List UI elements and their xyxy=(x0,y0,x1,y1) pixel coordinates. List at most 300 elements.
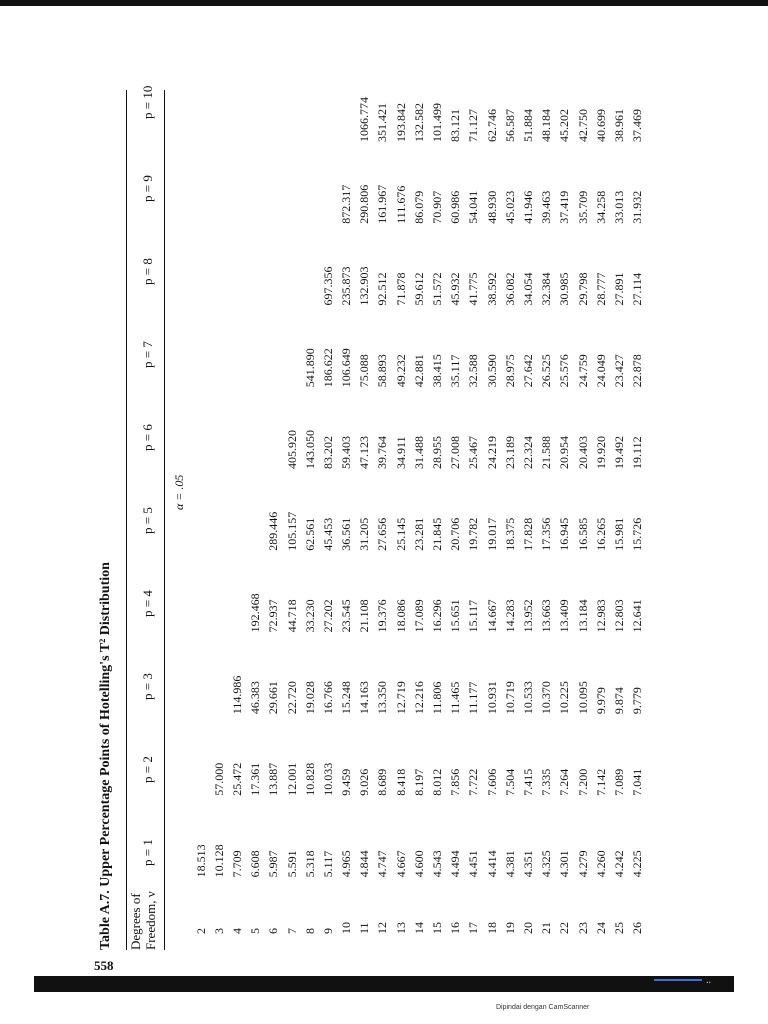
dof-cell: 17 xyxy=(466,922,481,934)
value-cell: 26.525 xyxy=(539,354,554,388)
value-cell: 34.258 xyxy=(593,190,608,224)
value-cell: 13.350 xyxy=(375,681,390,715)
value-cell: 22.324 xyxy=(520,435,535,469)
accent-line xyxy=(654,979,702,981)
value-cell: 143.050 xyxy=(302,429,317,469)
value-cell xyxy=(301,224,319,306)
dof-cell: 25 xyxy=(611,922,626,934)
value-cell: 27.114 xyxy=(630,272,645,306)
value-cell: 1066.774 xyxy=(357,97,372,143)
column-header: p = 3 xyxy=(140,673,155,700)
value-cell xyxy=(301,142,319,224)
value-cell xyxy=(228,60,246,142)
table-row xyxy=(301,60,319,950)
value-cell xyxy=(210,469,228,551)
value-cell: 10.719 xyxy=(502,681,517,715)
value-cell: 132.903 xyxy=(357,266,372,306)
value-cell: 19.112 xyxy=(630,436,645,469)
value-cell: 39.764 xyxy=(375,435,390,469)
table-row xyxy=(465,60,483,950)
value-cell: 11.806 xyxy=(430,681,445,715)
value-cell xyxy=(192,469,210,551)
value-cell xyxy=(228,305,246,387)
value-cell: 17.828 xyxy=(520,517,535,551)
value-cell: 28.975 xyxy=(502,354,517,388)
value-cell: 45.202 xyxy=(557,109,572,143)
table-row xyxy=(356,60,374,950)
value-cell: 4.965 xyxy=(339,850,354,878)
value-cell xyxy=(192,551,210,633)
dof-header-line2: Freedom, ν xyxy=(143,891,158,950)
value-cell: 18.375 xyxy=(502,517,517,551)
value-cell: 4.279 xyxy=(575,850,590,878)
dof-cell: 18 xyxy=(484,922,499,934)
dof-cell: 11 xyxy=(357,922,372,934)
value-cell: 15.248 xyxy=(339,681,354,715)
value-cell: 15.651 xyxy=(448,599,463,633)
value-cell xyxy=(247,305,265,387)
table-row xyxy=(610,60,628,950)
value-cell: 4.325 xyxy=(539,850,554,878)
value-cell: 27.642 xyxy=(520,354,535,388)
value-cell: 19.492 xyxy=(611,435,626,469)
value-cell: 51.884 xyxy=(520,109,535,143)
value-cell: 24.759 xyxy=(575,354,590,388)
value-cell: 16.585 xyxy=(575,517,590,551)
value-cell: 60.986 xyxy=(448,190,463,224)
value-cell: 4.242 xyxy=(611,850,626,878)
value-cell: 4.451 xyxy=(466,850,481,878)
value-cell: 37.419 xyxy=(557,190,572,224)
value-cell: 29.798 xyxy=(575,272,590,306)
data-table xyxy=(192,60,647,950)
page-number: 558 xyxy=(94,958,114,973)
value-cell: 36.082 xyxy=(502,272,517,306)
value-cell: 20.954 xyxy=(557,435,572,469)
value-cell: 21.108 xyxy=(357,599,372,633)
table-row xyxy=(538,60,556,950)
value-cell: 27.891 xyxy=(611,272,626,306)
value-cell: 41.946 xyxy=(520,190,535,224)
table-top-rule xyxy=(126,90,127,950)
value-cell: 31.932 xyxy=(630,190,645,224)
value-cell: 15.726 xyxy=(630,517,645,551)
value-cell: 14.283 xyxy=(502,599,517,633)
dof-cell: 21 xyxy=(539,922,554,934)
value-cell: 8.418 xyxy=(393,768,408,796)
value-cell: 72.937 xyxy=(266,599,281,633)
value-cell: 4.301 xyxy=(557,850,572,878)
column-header: p = 5 xyxy=(140,507,155,534)
value-cell: 27.656 xyxy=(375,517,390,551)
table-row xyxy=(392,60,410,950)
value-cell xyxy=(283,142,301,224)
value-cell: 11.177 xyxy=(466,681,481,715)
value-cell: 19.017 xyxy=(484,517,499,551)
value-cell: 24.219 xyxy=(484,435,499,469)
table-row xyxy=(338,60,356,950)
value-cell xyxy=(338,60,356,142)
value-cell: 5.591 xyxy=(284,850,299,878)
value-cell: 86.079 xyxy=(411,190,426,224)
value-cell: 45.023 xyxy=(502,190,517,224)
value-cell: 30.985 xyxy=(557,272,572,306)
value-cell xyxy=(228,224,246,306)
value-cell: 7.504 xyxy=(502,768,517,796)
value-cell: 24.049 xyxy=(593,354,608,388)
dof-cell: 5 xyxy=(248,928,263,934)
value-cell: 17.089 xyxy=(411,599,426,633)
value-cell: 22.720 xyxy=(284,681,299,715)
value-cell: 10.128 xyxy=(211,844,226,878)
value-cell: 405.920 xyxy=(284,429,299,469)
value-cell: 59.403 xyxy=(339,435,354,469)
value-cell: 30.590 xyxy=(484,354,499,388)
value-cell: 7.856 xyxy=(448,768,463,796)
value-cell xyxy=(319,142,337,224)
value-cell: 7.041 xyxy=(630,768,645,796)
value-cell: 56.587 xyxy=(502,109,517,143)
table-title: Table A.7. Upper Percentage Points of Hotelling's T² Distribution xyxy=(98,562,113,950)
value-cell: 25.145 xyxy=(393,517,408,551)
value-cell: 47.123 xyxy=(357,435,372,469)
value-cell: 12.719 xyxy=(393,681,408,715)
value-cell: 21.845 xyxy=(430,517,445,551)
value-cell: 10.225 xyxy=(557,681,572,715)
value-cell xyxy=(192,305,210,387)
value-cell: 38.961 xyxy=(611,109,626,143)
value-cell: 62.746 xyxy=(484,109,499,143)
value-cell: 35.709 xyxy=(575,190,590,224)
value-cell: 57.000 xyxy=(211,762,226,796)
value-cell: 18.513 xyxy=(193,844,208,878)
header-rule xyxy=(164,90,165,950)
table-row xyxy=(410,60,428,950)
dof-cell: 2 xyxy=(193,928,208,934)
value-cell: 37.469 xyxy=(630,109,645,143)
value-cell: 32.588 xyxy=(466,354,481,388)
value-cell: 25.467 xyxy=(466,435,481,469)
value-cell: 38.592 xyxy=(484,272,499,306)
table-row xyxy=(247,60,265,950)
dof-cell: 4 xyxy=(229,928,244,934)
value-cell: 10.033 xyxy=(320,762,335,796)
value-cell: 15.981 xyxy=(611,517,626,551)
column-header: p = 8 xyxy=(140,258,155,285)
value-cell: 48.930 xyxy=(484,190,499,224)
rotated-table-page xyxy=(60,60,680,950)
bottom-bar xyxy=(34,976,734,992)
value-cell: 62.561 xyxy=(302,517,317,551)
value-cell: 12.216 xyxy=(411,681,426,715)
value-cell xyxy=(210,305,228,387)
value-cell: 11.465 xyxy=(448,681,463,715)
value-cell: 16.265 xyxy=(593,517,608,551)
value-cell: 25.472 xyxy=(229,762,244,796)
value-cell: 28.777 xyxy=(593,272,608,306)
value-cell: 13.663 xyxy=(539,599,554,633)
value-cell: 13.409 xyxy=(557,599,572,633)
value-cell: 14.667 xyxy=(484,599,499,633)
value-cell: 59.612 xyxy=(411,272,426,306)
value-cell: 31.488 xyxy=(411,435,426,469)
value-cell: 14.163 xyxy=(357,681,372,715)
dof-cell: 26 xyxy=(630,922,645,934)
value-cell: 4.600 xyxy=(411,850,426,878)
dof-cell: 24 xyxy=(593,922,608,934)
value-cell: 4.381 xyxy=(502,850,517,878)
value-cell: 54.041 xyxy=(466,190,481,224)
value-cell: 114.986 xyxy=(229,675,244,715)
value-cell xyxy=(301,60,319,142)
dof-cell: 13 xyxy=(393,922,408,934)
table-row xyxy=(228,60,246,950)
value-cell: 4.747 xyxy=(375,850,390,878)
value-cell: 25.576 xyxy=(557,354,572,388)
table-row xyxy=(629,60,647,950)
value-cell xyxy=(228,551,246,633)
value-cell: 9.026 xyxy=(357,768,372,796)
value-cell xyxy=(192,60,210,142)
value-cell: 12.001 xyxy=(284,762,299,796)
value-cell: 7.142 xyxy=(593,768,608,796)
value-cell: 9.459 xyxy=(339,768,354,796)
alpha-label: α = .05 xyxy=(172,474,186,510)
dof-cell: 22 xyxy=(557,922,572,934)
value-cell: 4.844 xyxy=(357,850,372,878)
value-cell: 31.205 xyxy=(357,517,372,551)
value-cell: 51.572 xyxy=(430,272,445,306)
value-cell: 46.383 xyxy=(248,681,263,715)
column-header: p = 1 xyxy=(140,839,155,866)
dof-cell: 16 xyxy=(448,922,463,934)
value-cell: 8.012 xyxy=(430,768,445,796)
value-cell: 12.983 xyxy=(593,599,608,633)
value-cell: 5.318 xyxy=(302,850,317,878)
value-cell: 7.264 xyxy=(557,768,572,796)
value-cell: 186.622 xyxy=(320,348,335,388)
value-cell: 7.606 xyxy=(484,768,499,796)
value-cell: 7.722 xyxy=(466,768,481,796)
value-cell xyxy=(210,60,228,142)
value-cell: 27.202 xyxy=(320,599,335,633)
value-cell: 12.641 xyxy=(630,599,645,633)
value-cell: 20.403 xyxy=(575,435,590,469)
table-row xyxy=(501,60,519,950)
value-cell: 12.803 xyxy=(611,599,626,633)
value-cell: 13.184 xyxy=(575,599,590,633)
value-cell: 22.878 xyxy=(630,354,645,388)
value-cell: 42.750 xyxy=(575,109,590,143)
value-cell xyxy=(247,387,265,469)
value-cell: 23.427 xyxy=(611,354,626,388)
value-cell: 17.356 xyxy=(539,517,554,551)
value-cell: 42.881 xyxy=(411,354,426,388)
table-row xyxy=(374,60,392,950)
value-cell xyxy=(210,551,228,633)
value-cell: 40.699 xyxy=(593,109,608,143)
value-cell: 290.806 xyxy=(357,184,372,224)
column-header: p = 10 xyxy=(140,85,155,119)
dof-cell: 19 xyxy=(502,922,517,934)
value-cell: 4.494 xyxy=(448,850,463,878)
value-cell xyxy=(210,224,228,306)
value-cell xyxy=(247,60,265,142)
value-cell: 23.281 xyxy=(411,517,426,551)
value-cell: 35.117 xyxy=(448,354,463,388)
table-row xyxy=(556,60,574,950)
value-cell: 8.689 xyxy=(375,768,390,796)
value-cell: 18.086 xyxy=(393,599,408,633)
column-header: p = 2 xyxy=(140,756,155,783)
table-row xyxy=(319,60,337,950)
value-cell: 32.384 xyxy=(539,272,554,306)
value-cell: 83.121 xyxy=(448,109,463,143)
value-cell: 19.782 xyxy=(466,517,481,551)
dof-cell: 20 xyxy=(520,922,535,934)
value-cell xyxy=(192,387,210,469)
table-row xyxy=(447,60,465,950)
dof-cell: 7 xyxy=(284,928,299,934)
value-cell xyxy=(210,142,228,224)
value-cell: 161.967 xyxy=(375,184,390,224)
value-cell: 75.088 xyxy=(357,354,372,388)
value-cell: 23.545 xyxy=(339,599,354,633)
value-cell: 7.200 xyxy=(575,768,590,796)
value-cell xyxy=(265,224,283,306)
value-cell: 10.095 xyxy=(575,681,590,715)
value-cell: 16.766 xyxy=(320,681,335,715)
table-row xyxy=(210,60,228,950)
column-header: p = 6 xyxy=(140,424,155,451)
dof-cell: 23 xyxy=(575,922,590,934)
value-cell: 235.873 xyxy=(339,266,354,306)
value-cell: 34.054 xyxy=(520,272,535,306)
value-cell: 33.013 xyxy=(611,190,626,224)
value-cell: 58.893 xyxy=(375,354,390,388)
value-cell xyxy=(265,387,283,469)
value-cell: 541.890 xyxy=(302,348,317,388)
value-cell: 289.446 xyxy=(266,511,281,551)
table-row xyxy=(192,60,210,950)
dof-header-line1: Degrees of xyxy=(128,893,143,950)
value-cell: 7.089 xyxy=(611,768,626,796)
value-cell: 697.356 xyxy=(320,266,335,306)
value-cell: 33.230 xyxy=(302,599,317,633)
value-cell: 7.415 xyxy=(520,768,535,796)
table-row xyxy=(265,60,283,950)
value-cell: 106.649 xyxy=(339,348,354,388)
value-cell: 5.117 xyxy=(320,850,335,878)
table-row xyxy=(574,60,592,950)
value-cell: 16.296 xyxy=(430,599,445,633)
value-cell: 111.676 xyxy=(393,185,408,224)
value-cell xyxy=(228,387,246,469)
value-cell: 23.189 xyxy=(502,435,517,469)
value-cell: 48.184 xyxy=(539,109,554,143)
column-header: p = 9 xyxy=(140,175,155,202)
value-cell xyxy=(283,60,301,142)
value-cell: 17.361 xyxy=(248,762,263,796)
value-cell: 132.582 xyxy=(411,103,426,143)
dots-indicator: .. xyxy=(706,975,711,986)
value-cell: 83.202 xyxy=(320,435,335,469)
value-cell: 49.232 xyxy=(393,354,408,388)
value-cell: 5.987 xyxy=(266,850,281,878)
value-cell: 15.117 xyxy=(466,599,481,633)
value-cell: 4.543 xyxy=(430,850,445,878)
value-cell: 4.225 xyxy=(630,850,645,878)
table-row xyxy=(592,60,610,950)
value-cell: 193.842 xyxy=(393,103,408,143)
value-cell xyxy=(283,305,301,387)
value-cell xyxy=(265,142,283,224)
value-cell: 105.157 xyxy=(284,511,299,551)
value-cell: 9.874 xyxy=(611,687,626,715)
value-cell: 10.828 xyxy=(302,762,317,796)
value-cell xyxy=(210,387,228,469)
value-cell: 44.718 xyxy=(284,599,299,633)
scanner-watermark: Dipindai dengan CamScanner xyxy=(496,1004,590,1011)
value-cell: 351.421 xyxy=(375,103,390,143)
dof-cell: 8 xyxy=(302,928,317,934)
value-cell: 29.661 xyxy=(266,681,281,715)
table-row xyxy=(519,60,537,950)
column-header: p = 7 xyxy=(140,341,155,368)
value-cell: 9.779 xyxy=(630,687,645,715)
value-cell xyxy=(192,632,210,714)
table-row xyxy=(483,60,501,950)
value-cell xyxy=(192,714,210,796)
value-cell: 4.667 xyxy=(393,850,408,878)
value-cell: 19.376 xyxy=(375,599,390,633)
table-row xyxy=(428,60,446,950)
value-cell: 13.887 xyxy=(266,762,281,796)
value-cell xyxy=(228,142,246,224)
dof-cell: 6 xyxy=(266,928,281,934)
value-cell: 71.878 xyxy=(393,272,408,306)
dof-cell: 15 xyxy=(430,922,445,934)
value-cell: 27.008 xyxy=(448,435,463,469)
value-cell: 70.907 xyxy=(430,190,445,224)
value-cell: 19.920 xyxy=(593,435,608,469)
value-cell: 34.911 xyxy=(393,436,408,469)
value-cell: 45.932 xyxy=(448,272,463,306)
value-cell xyxy=(228,469,246,551)
value-cell: 19.028 xyxy=(302,681,317,715)
value-cell: 10.931 xyxy=(484,681,499,715)
value-cell: 9.979 xyxy=(593,687,608,715)
value-cell: 41.775 xyxy=(466,272,481,306)
value-cell xyxy=(192,142,210,224)
value-cell: 101.499 xyxy=(430,103,445,143)
value-cell xyxy=(247,142,265,224)
value-cell: 872.317 xyxy=(339,184,354,224)
dof-cell: 14 xyxy=(411,922,426,934)
table-row xyxy=(283,60,301,950)
value-cell: 45.453 xyxy=(320,517,335,551)
value-cell: 13.952 xyxy=(520,599,535,633)
column-header: p = 4 xyxy=(140,590,155,617)
value-cell xyxy=(319,60,337,142)
value-cell: 10.533 xyxy=(520,681,535,715)
dof-cell: 3 xyxy=(211,928,226,934)
value-cell: 20.706 xyxy=(448,517,463,551)
top-border xyxy=(0,0,768,6)
dof-cell: 9 xyxy=(320,928,335,934)
value-cell: 192.468 xyxy=(248,593,263,633)
dof-cell: 12 xyxy=(375,922,390,934)
